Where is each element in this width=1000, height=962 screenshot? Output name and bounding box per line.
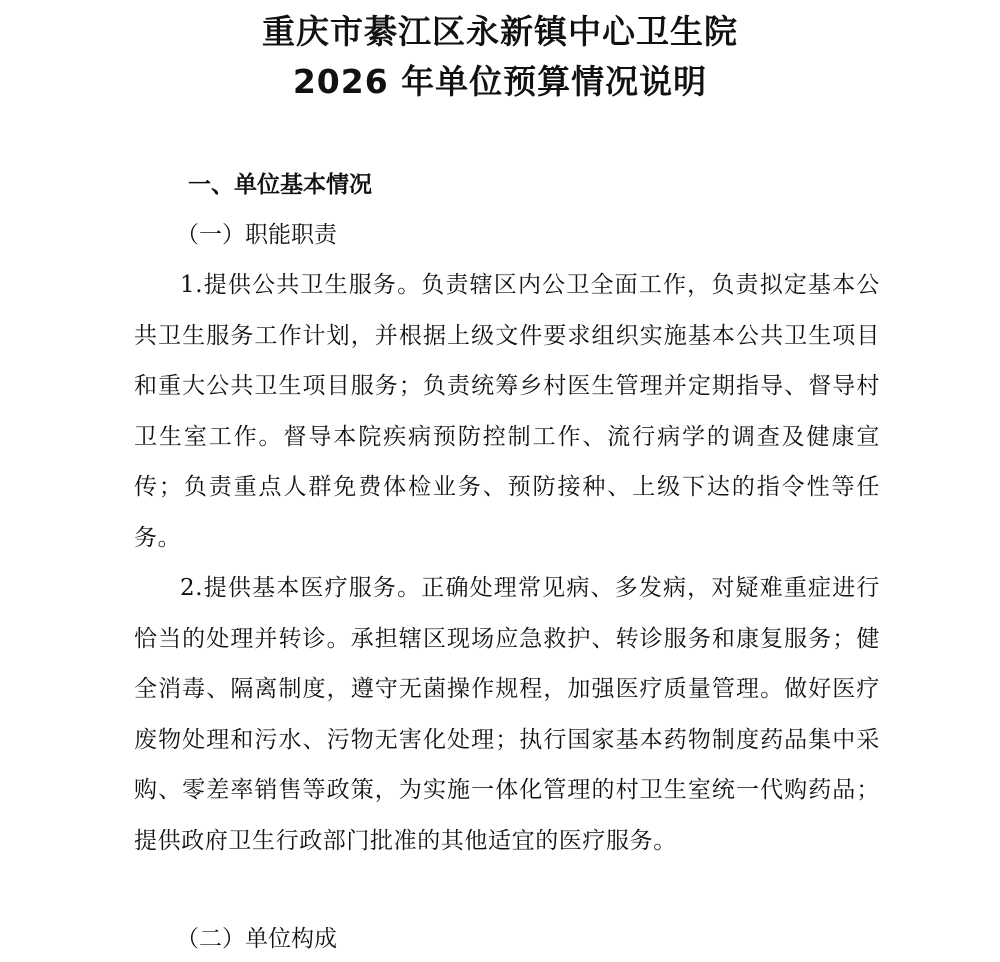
paragraph-basic-medical-services: 2.提供基本医疗服务。正确处理常见病、多发病，对疑难重症进行恰当的处理并转诊。承担辖区现场应急救护、转诊服务和康复服务；健全消毒、隔离制度，遵守无菌操作规程，加强医疗质量管理。做好医疗废物处理和污水、污物无害化处理；执行国家基本药物制度药品集中采购、零差率销售等政策，为实施一体化管理的村卫生室统一代购药品；提供政府卫生行政部门批准的其他适宜的医疗服务。 xyxy=(134,575,880,854)
subsection-heading-unit-composition: （二）单位构成 xyxy=(176,926,337,952)
document-title-line-1: 重庆市綦江区永新镇中心卫生院 xyxy=(262,12,738,51)
document-title-line-2: 2026 年单位预算情况说明 xyxy=(292,62,708,101)
subsection-heading-functions: （一）职能职责 xyxy=(176,222,337,248)
paragraph-public-health-services: 1.提供公共卫生服务。负责辖区内公卫全面工作，负责拟定基本公共卫生服务工作计划，并根据上级文件要求组织实施基本公共卫生项目和重大公共卫生项目服务；负责统筹乡村医生管理并定期指导、督导村卫生室工作。督导本院疾病预防控制工作、流行病学的调查及健康宣传；负责重点人群免费体检业务、预防接种、上级下达的指令性等任务。 xyxy=(134,272,880,551)
section-heading-basic-info: 一、单位基本情况 xyxy=(188,172,372,198)
